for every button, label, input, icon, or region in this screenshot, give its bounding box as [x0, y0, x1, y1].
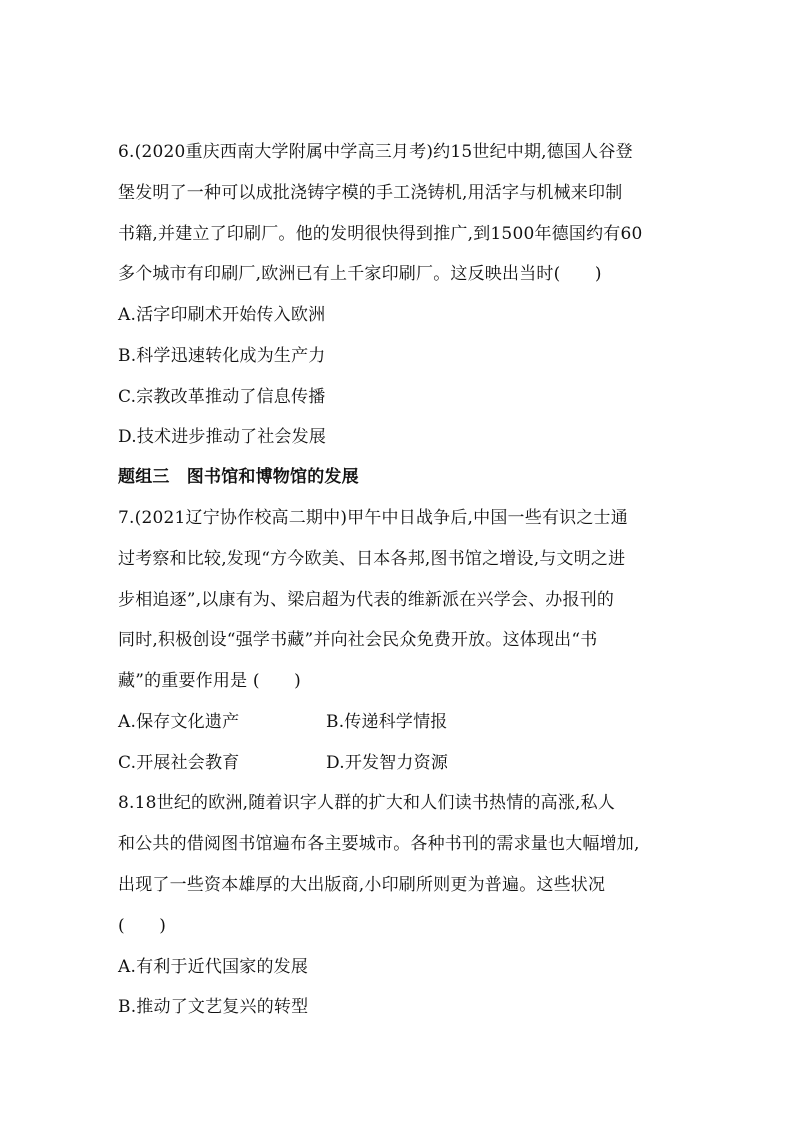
- q6-stem-line-1: 6.(2020重庆西南大学附属中学高三月考)约15世纪中期,德国人谷登: [118, 142, 633, 162]
- q7-options-row-2: [118, 753, 449, 773]
- q7-options-row-1: [118, 712, 448, 732]
- q7-stem-line-4: 同时,积极创设“强学书藏”并向社会民众免费开放。这体现出“书: [118, 630, 598, 650]
- q8-stem-line-2: 和公共的借阅图书馆遍布各主要城市。各种书刊的需求量也大幅增加,: [118, 834, 640, 854]
- q6-option-a: A.活字印刷术开始传入欧洲: [118, 305, 326, 325]
- q7-option-a: A.保存文化遗产: [118, 712, 240, 732]
- q8-stem-line-4: ( ): [118, 916, 167, 936]
- q8-option-b: B.推动了文艺复兴的转型: [118, 997, 309, 1017]
- q7-stem-line-3: 步相追逐”,以康有为、梁启超为代表的维新派在兴学会、办报刊的: [118, 590, 615, 610]
- q6-option-d: D.技术进步推动了社会发展: [118, 427, 327, 447]
- q7-stem-line-5: 藏”的重要作用是 ( ): [118, 671, 301, 691]
- q6-option-b: B.科学迅速转化成为生产力: [118, 346, 326, 366]
- q6-stem-line-2: 堡发明了一种可以成批浇铸字模的手工浇铸机,用活字与机械来印制: [118, 183, 623, 203]
- q7-option-d: D.开发智力资源: [326, 753, 449, 773]
- q8-stem-line-1: 8.18世纪的欧洲,随着识字人群的扩大和人们读书热情的高涨,私人: [118, 793, 616, 813]
- q8-stem-line-3: 出现了一些资本雄厚的大出版商,小印刷所则更为普遍。这些状况: [118, 875, 606, 895]
- q6-stem-line-3: 书籍,并建立了印刷厂。他的发明很快得到推广,到1500年德国约有60: [118, 224, 643, 244]
- section-heading: 题组三 图书馆和博物馆的发展: [118, 467, 359, 487]
- q7-stem-line-2: 过考察和比较,发现“方今欧美、日本各邦,图书馆之增设,与文明之进: [118, 549, 626, 569]
- q7-stem-line-1: 7.(2021辽宁协作校高二期中)甲午中日战争后,中国一些有识之士通: [118, 508, 628, 528]
- q6-option-c: C.宗教改革推动了信息传播: [118, 387, 326, 407]
- q7-option-c: C.开展社会教育: [118, 753, 240, 773]
- q6-stem-line-4: 多个城市有印刷厂,欧洲已有上千家印刷厂。这反映出当时( ): [118, 264, 602, 284]
- q8-option-a: A.有利于近代国家的发展: [118, 957, 309, 977]
- q7-option-b: B.传递科学情报: [326, 712, 448, 732]
